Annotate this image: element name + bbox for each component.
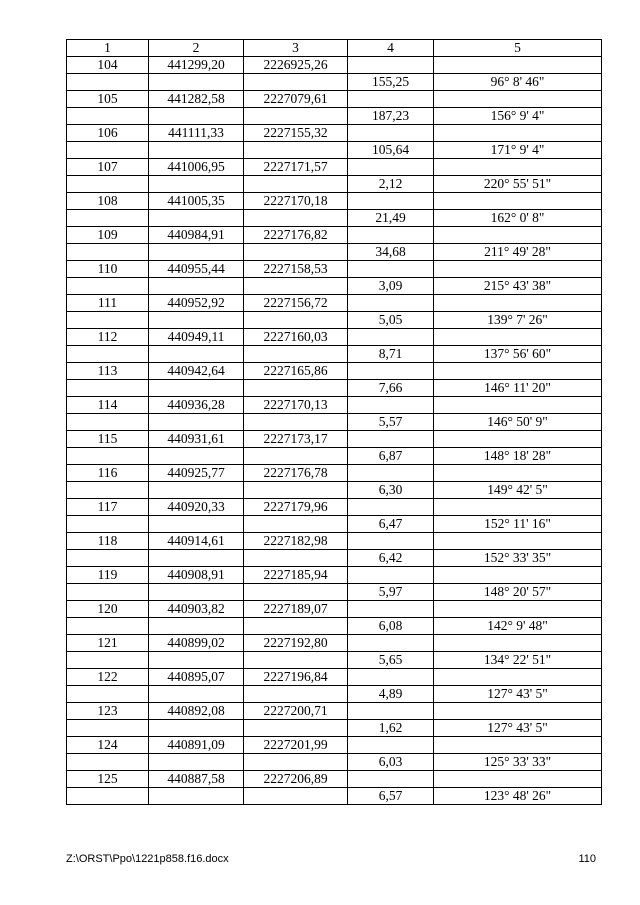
y-coordinate-cell: 2227196,84 xyxy=(244,669,348,686)
x-coordinate-cell: 440984,91 xyxy=(149,227,244,244)
point-number-cell xyxy=(67,414,149,431)
point-number-cell: 105 xyxy=(67,91,149,108)
bearing-cell: 215° 43' 38" xyxy=(434,278,602,295)
bearing-cell xyxy=(434,771,602,788)
point-number-cell xyxy=(67,176,149,193)
distance-cell xyxy=(348,669,434,686)
y-coordinate-cell: 2227165,86 xyxy=(244,363,348,380)
table-row xyxy=(67,737,602,754)
y-coordinate-cell: 2227192,80 xyxy=(244,635,348,652)
table-row xyxy=(67,227,602,244)
bearing-cell: 125° 33' 33" xyxy=(434,754,602,771)
bearing-cell xyxy=(434,193,602,210)
x-coordinate-cell: 441005,35 xyxy=(149,193,244,210)
y-coordinate-cell xyxy=(244,74,348,91)
table-row xyxy=(67,635,602,652)
x-coordinate-cell: 440936,28 xyxy=(149,397,244,414)
x-coordinate-cell xyxy=(149,108,244,125)
bearing-cell: 152° 33' 35" xyxy=(434,550,602,567)
bearing-cell xyxy=(434,669,602,686)
y-coordinate-cell: 2227173,17 xyxy=(244,431,348,448)
x-coordinate-cell: 441299,20 xyxy=(149,57,244,74)
y-coordinate-cell xyxy=(244,380,348,397)
bearing-cell xyxy=(434,465,602,482)
table-row xyxy=(67,533,602,550)
bearing-cell: 171° 9' 4" xyxy=(434,142,602,159)
column-header: 5 xyxy=(434,40,602,57)
distance-cell: 6,87 xyxy=(348,448,434,465)
bearing-cell: 134° 22' 51" xyxy=(434,652,602,669)
table-row xyxy=(67,414,602,431)
x-coordinate-cell: 440887,58 xyxy=(149,771,244,788)
x-coordinate-cell xyxy=(149,618,244,635)
distance-cell: 6,03 xyxy=(348,754,434,771)
y-coordinate-cell xyxy=(244,176,348,193)
table-row xyxy=(67,516,602,533)
table-row xyxy=(67,550,602,567)
distance-cell xyxy=(348,57,434,74)
bearing-cell xyxy=(434,499,602,516)
distance-cell xyxy=(348,91,434,108)
table-row xyxy=(67,312,602,329)
coordinates-table xyxy=(66,39,602,805)
distance-cell: 6,42 xyxy=(348,550,434,567)
column-header: 4 xyxy=(348,40,434,57)
distance-cell xyxy=(348,465,434,482)
point-number-cell xyxy=(67,346,149,363)
bearing-cell xyxy=(434,363,602,380)
x-coordinate-cell xyxy=(149,312,244,329)
table-row xyxy=(67,193,602,210)
distance-cell: 6,30 xyxy=(348,482,434,499)
x-coordinate-cell xyxy=(149,380,244,397)
y-coordinate-cell: 2227079,61 xyxy=(244,91,348,108)
table-row xyxy=(67,261,602,278)
distance-cell: 2,12 xyxy=(348,176,434,193)
distance-cell: 5,65 xyxy=(348,652,434,669)
y-coordinate-cell: 2226925,26 xyxy=(244,57,348,74)
table-row xyxy=(67,346,602,363)
y-coordinate-cell: 2227160,03 xyxy=(244,329,348,346)
table-row xyxy=(67,669,602,686)
y-coordinate-cell xyxy=(244,686,348,703)
table-row xyxy=(67,431,602,448)
bearing-cell xyxy=(434,295,602,312)
y-coordinate-cell xyxy=(244,482,348,499)
table-row xyxy=(67,703,602,720)
distance-cell: 5,05 xyxy=(348,312,434,329)
distance-cell: 6,47 xyxy=(348,516,434,533)
x-coordinate-cell xyxy=(149,720,244,737)
table-row xyxy=(67,329,602,346)
distance-cell: 3,09 xyxy=(348,278,434,295)
table-row xyxy=(67,465,602,482)
y-coordinate-cell: 2227156,72 xyxy=(244,295,348,312)
table-body xyxy=(67,57,602,805)
distance-cell xyxy=(348,601,434,618)
table-row xyxy=(67,771,602,788)
y-coordinate-cell: 2227200,71 xyxy=(244,703,348,720)
x-coordinate-cell xyxy=(149,414,244,431)
x-coordinate-cell: 440892,08 xyxy=(149,703,244,720)
x-coordinate-cell: 440952,92 xyxy=(149,295,244,312)
bearing-cell: 137° 56' 60" xyxy=(434,346,602,363)
point-number-cell xyxy=(67,754,149,771)
table-row xyxy=(67,278,602,295)
x-coordinate-cell xyxy=(149,482,244,499)
bearing-cell xyxy=(434,159,602,176)
table-row xyxy=(67,618,602,635)
distance-cell: 6,08 xyxy=(348,618,434,635)
distance-cell xyxy=(348,397,434,414)
bearing-cell xyxy=(434,329,602,346)
point-number-cell: 119 xyxy=(67,567,149,584)
column-header: 3 xyxy=(244,40,348,57)
table-row xyxy=(67,91,602,108)
bearing-cell: 148° 20' 57" xyxy=(434,584,602,601)
bearing-cell: 139° 7' 26" xyxy=(434,312,602,329)
table-row xyxy=(67,754,602,771)
bearing-cell: 146° 50' 9" xyxy=(434,414,602,431)
bearing-cell: 149° 42' 5" xyxy=(434,482,602,499)
table-row xyxy=(67,601,602,618)
bearing-cell: 123° 48' 26" xyxy=(434,788,602,805)
bearing-cell: 146° 11' 20" xyxy=(434,380,602,397)
x-coordinate-cell xyxy=(149,448,244,465)
x-coordinate-cell: 441111,33 xyxy=(149,125,244,142)
x-coordinate-cell: 440920,33 xyxy=(149,499,244,516)
point-number-cell: 110 xyxy=(67,261,149,278)
distance-cell xyxy=(348,227,434,244)
table-row xyxy=(67,244,602,261)
point-number-cell: 108 xyxy=(67,193,149,210)
bearing-cell: 162° 0' 8" xyxy=(434,210,602,227)
bearing-cell: 220° 55' 51" xyxy=(434,176,602,193)
bearing-cell xyxy=(434,125,602,142)
table-row xyxy=(67,788,602,805)
bearing-cell xyxy=(434,91,602,108)
point-number-cell xyxy=(67,278,149,295)
point-number-cell: 117 xyxy=(67,499,149,516)
x-coordinate-cell: 440903,82 xyxy=(149,601,244,618)
distance-cell xyxy=(348,533,434,550)
point-number-cell xyxy=(67,652,149,669)
distance-cell: 7,66 xyxy=(348,380,434,397)
distance-cell: 34,68 xyxy=(348,244,434,261)
point-number-cell: 125 xyxy=(67,771,149,788)
distance-cell: 6,57 xyxy=(348,788,434,805)
distance-cell: 8,71 xyxy=(348,346,434,363)
distance-cell: 21,49 xyxy=(348,210,434,227)
y-coordinate-cell xyxy=(244,278,348,295)
bearing-cell: 156° 9' 4" xyxy=(434,108,602,125)
point-number-cell xyxy=(67,108,149,125)
bearing-cell xyxy=(434,397,602,414)
y-coordinate-cell: 2227189,07 xyxy=(244,601,348,618)
distance-cell xyxy=(348,295,434,312)
y-coordinate-cell xyxy=(244,720,348,737)
distance-cell xyxy=(348,329,434,346)
x-coordinate-cell: 441006,95 xyxy=(149,159,244,176)
x-coordinate-cell: 440895,07 xyxy=(149,669,244,686)
point-number-cell: 111 xyxy=(67,295,149,312)
point-number-cell: 104 xyxy=(67,57,149,74)
distance-cell xyxy=(348,261,434,278)
x-coordinate-cell: 440949,11 xyxy=(149,329,244,346)
point-number-cell: 114 xyxy=(67,397,149,414)
table-row xyxy=(67,176,602,193)
distance-cell: 4,89 xyxy=(348,686,434,703)
y-coordinate-cell xyxy=(244,448,348,465)
distance-cell xyxy=(348,193,434,210)
bearing-cell xyxy=(434,737,602,754)
x-coordinate-cell xyxy=(149,686,244,703)
point-number-cell: 109 xyxy=(67,227,149,244)
y-coordinate-cell: 2227155,32 xyxy=(244,125,348,142)
table-row xyxy=(67,74,602,91)
point-number-cell xyxy=(67,720,149,737)
table-row xyxy=(67,482,602,499)
bearing-cell xyxy=(434,533,602,550)
y-coordinate-cell: 2227171,57 xyxy=(244,159,348,176)
point-number-cell xyxy=(67,74,149,91)
bearing-cell: 148° 18' 28" xyxy=(434,448,602,465)
distance-cell xyxy=(348,363,434,380)
y-coordinate-cell xyxy=(244,788,348,805)
bearing-cell xyxy=(434,227,602,244)
table-row xyxy=(67,159,602,176)
x-coordinate-cell xyxy=(149,244,244,261)
y-coordinate-cell: 2227182,98 xyxy=(244,533,348,550)
bearing-cell xyxy=(434,431,602,448)
point-number-cell: 113 xyxy=(67,363,149,380)
point-number-cell: 107 xyxy=(67,159,149,176)
y-coordinate-cell: 2227176,78 xyxy=(244,465,348,482)
point-number-cell: 116 xyxy=(67,465,149,482)
point-number-cell xyxy=(67,142,149,159)
table-row xyxy=(67,448,602,465)
x-coordinate-cell: 440891,09 xyxy=(149,737,244,754)
point-number-cell xyxy=(67,312,149,329)
x-coordinate-cell: 440914,61 xyxy=(149,533,244,550)
distance-cell xyxy=(348,635,434,652)
point-number-cell xyxy=(67,210,149,227)
y-coordinate-cell xyxy=(244,754,348,771)
y-coordinate-cell xyxy=(244,142,348,159)
point-number-cell xyxy=(67,550,149,567)
distance-cell: 5,57 xyxy=(348,414,434,431)
bearing-cell: 127° 43' 5" xyxy=(434,720,602,737)
x-coordinate-cell: 441282,58 xyxy=(149,91,244,108)
bearing-cell xyxy=(434,261,602,278)
x-coordinate-cell: 440925,77 xyxy=(149,465,244,482)
distance-cell xyxy=(348,703,434,720)
x-coordinate-cell: 440908,91 xyxy=(149,567,244,584)
y-coordinate-cell xyxy=(244,346,348,363)
table-row xyxy=(67,363,602,380)
x-coordinate-cell xyxy=(149,142,244,159)
x-coordinate-cell xyxy=(149,788,244,805)
y-coordinate-cell xyxy=(244,210,348,227)
x-coordinate-cell xyxy=(149,74,244,91)
x-coordinate-cell: 440931,61 xyxy=(149,431,244,448)
y-coordinate-cell: 2227158,53 xyxy=(244,261,348,278)
y-coordinate-cell: 2227201,99 xyxy=(244,737,348,754)
table-row xyxy=(67,567,602,584)
bearing-cell: 211° 49' 28" xyxy=(434,244,602,261)
x-coordinate-cell xyxy=(149,278,244,295)
y-coordinate-cell: 2227176,82 xyxy=(244,227,348,244)
point-number-cell xyxy=(67,448,149,465)
y-coordinate-cell xyxy=(244,516,348,533)
distance-cell xyxy=(348,567,434,584)
y-coordinate-cell xyxy=(244,244,348,261)
distance-cell: 187,23 xyxy=(348,108,434,125)
x-coordinate-cell xyxy=(149,754,244,771)
x-coordinate-cell xyxy=(149,210,244,227)
y-coordinate-cell: 2227170,13 xyxy=(244,397,348,414)
distance-cell: 5,97 xyxy=(348,584,434,601)
bearing-cell xyxy=(434,601,602,618)
table-row xyxy=(67,295,602,312)
y-coordinate-cell xyxy=(244,414,348,431)
distance-cell xyxy=(348,431,434,448)
y-coordinate-cell xyxy=(244,312,348,329)
point-number-cell xyxy=(67,482,149,499)
point-number-cell xyxy=(67,516,149,533)
table-row xyxy=(67,210,602,227)
point-number-cell xyxy=(67,584,149,601)
point-number-cell: 121 xyxy=(67,635,149,652)
bearing-cell: 96° 8' 46" xyxy=(434,74,602,91)
table-row xyxy=(67,142,602,159)
x-coordinate-cell xyxy=(149,176,244,193)
distance-cell xyxy=(348,771,434,788)
y-coordinate-cell xyxy=(244,652,348,669)
table-row xyxy=(67,652,602,669)
column-header: 2 xyxy=(149,40,244,57)
point-number-cell: 122 xyxy=(67,669,149,686)
column-header: 1 xyxy=(67,40,149,57)
x-coordinate-cell xyxy=(149,346,244,363)
x-coordinate-cell: 440899,02 xyxy=(149,635,244,652)
table-header-row xyxy=(67,40,602,57)
distance-cell xyxy=(348,737,434,754)
y-coordinate-cell: 2227185,94 xyxy=(244,567,348,584)
point-number-cell: 118 xyxy=(67,533,149,550)
bearing-cell xyxy=(434,57,602,74)
table-row xyxy=(67,380,602,397)
footer-page-number: 110 xyxy=(578,853,596,865)
distance-cell xyxy=(348,125,434,142)
bearing-cell xyxy=(434,567,602,584)
table-row xyxy=(67,720,602,737)
bearing-cell xyxy=(434,635,602,652)
x-coordinate-cell xyxy=(149,516,244,533)
x-coordinate-cell xyxy=(149,550,244,567)
table-row xyxy=(67,499,602,516)
point-number-cell: 124 xyxy=(67,737,149,754)
table-row xyxy=(67,125,602,142)
point-number-cell xyxy=(67,380,149,397)
y-coordinate-cell xyxy=(244,618,348,635)
point-number-cell xyxy=(67,788,149,805)
point-number-cell: 112 xyxy=(67,329,149,346)
distance-cell xyxy=(348,159,434,176)
x-coordinate-cell: 440942,64 xyxy=(149,363,244,380)
x-coordinate-cell: 440955,44 xyxy=(149,261,244,278)
distance-cell: 105,64 xyxy=(348,142,434,159)
point-number-cell: 106 xyxy=(67,125,149,142)
table-row xyxy=(67,57,602,74)
bearing-cell xyxy=(434,703,602,720)
bearing-cell: 152° 11' 16" xyxy=(434,516,602,533)
y-coordinate-cell xyxy=(244,550,348,567)
point-number-cell: 123 xyxy=(67,703,149,720)
table-row xyxy=(67,397,602,414)
point-number-cell xyxy=(67,686,149,703)
y-coordinate-cell xyxy=(244,108,348,125)
x-coordinate-cell xyxy=(149,652,244,669)
distance-cell: 1,62 xyxy=(348,720,434,737)
y-coordinate-cell: 2227206,89 xyxy=(244,771,348,788)
y-coordinate-cell: 2227179,96 xyxy=(244,499,348,516)
point-number-cell xyxy=(67,618,149,635)
bearing-cell: 142° 9' 48" xyxy=(434,618,602,635)
bearing-cell: 127° 43' 5" xyxy=(434,686,602,703)
point-number-cell: 120 xyxy=(67,601,149,618)
footer-file-path: Z:\ORST\Ppo\1221p858.f16.docx xyxy=(66,853,229,865)
y-coordinate-cell: 2227170,18 xyxy=(244,193,348,210)
x-coordinate-cell xyxy=(149,584,244,601)
y-coordinate-cell xyxy=(244,584,348,601)
table-row xyxy=(67,686,602,703)
table-row xyxy=(67,584,602,601)
distance-cell xyxy=(348,499,434,516)
table-row xyxy=(67,108,602,125)
distance-cell: 155,25 xyxy=(348,74,434,91)
point-number-cell xyxy=(67,244,149,261)
point-number-cell: 115 xyxy=(67,431,149,448)
